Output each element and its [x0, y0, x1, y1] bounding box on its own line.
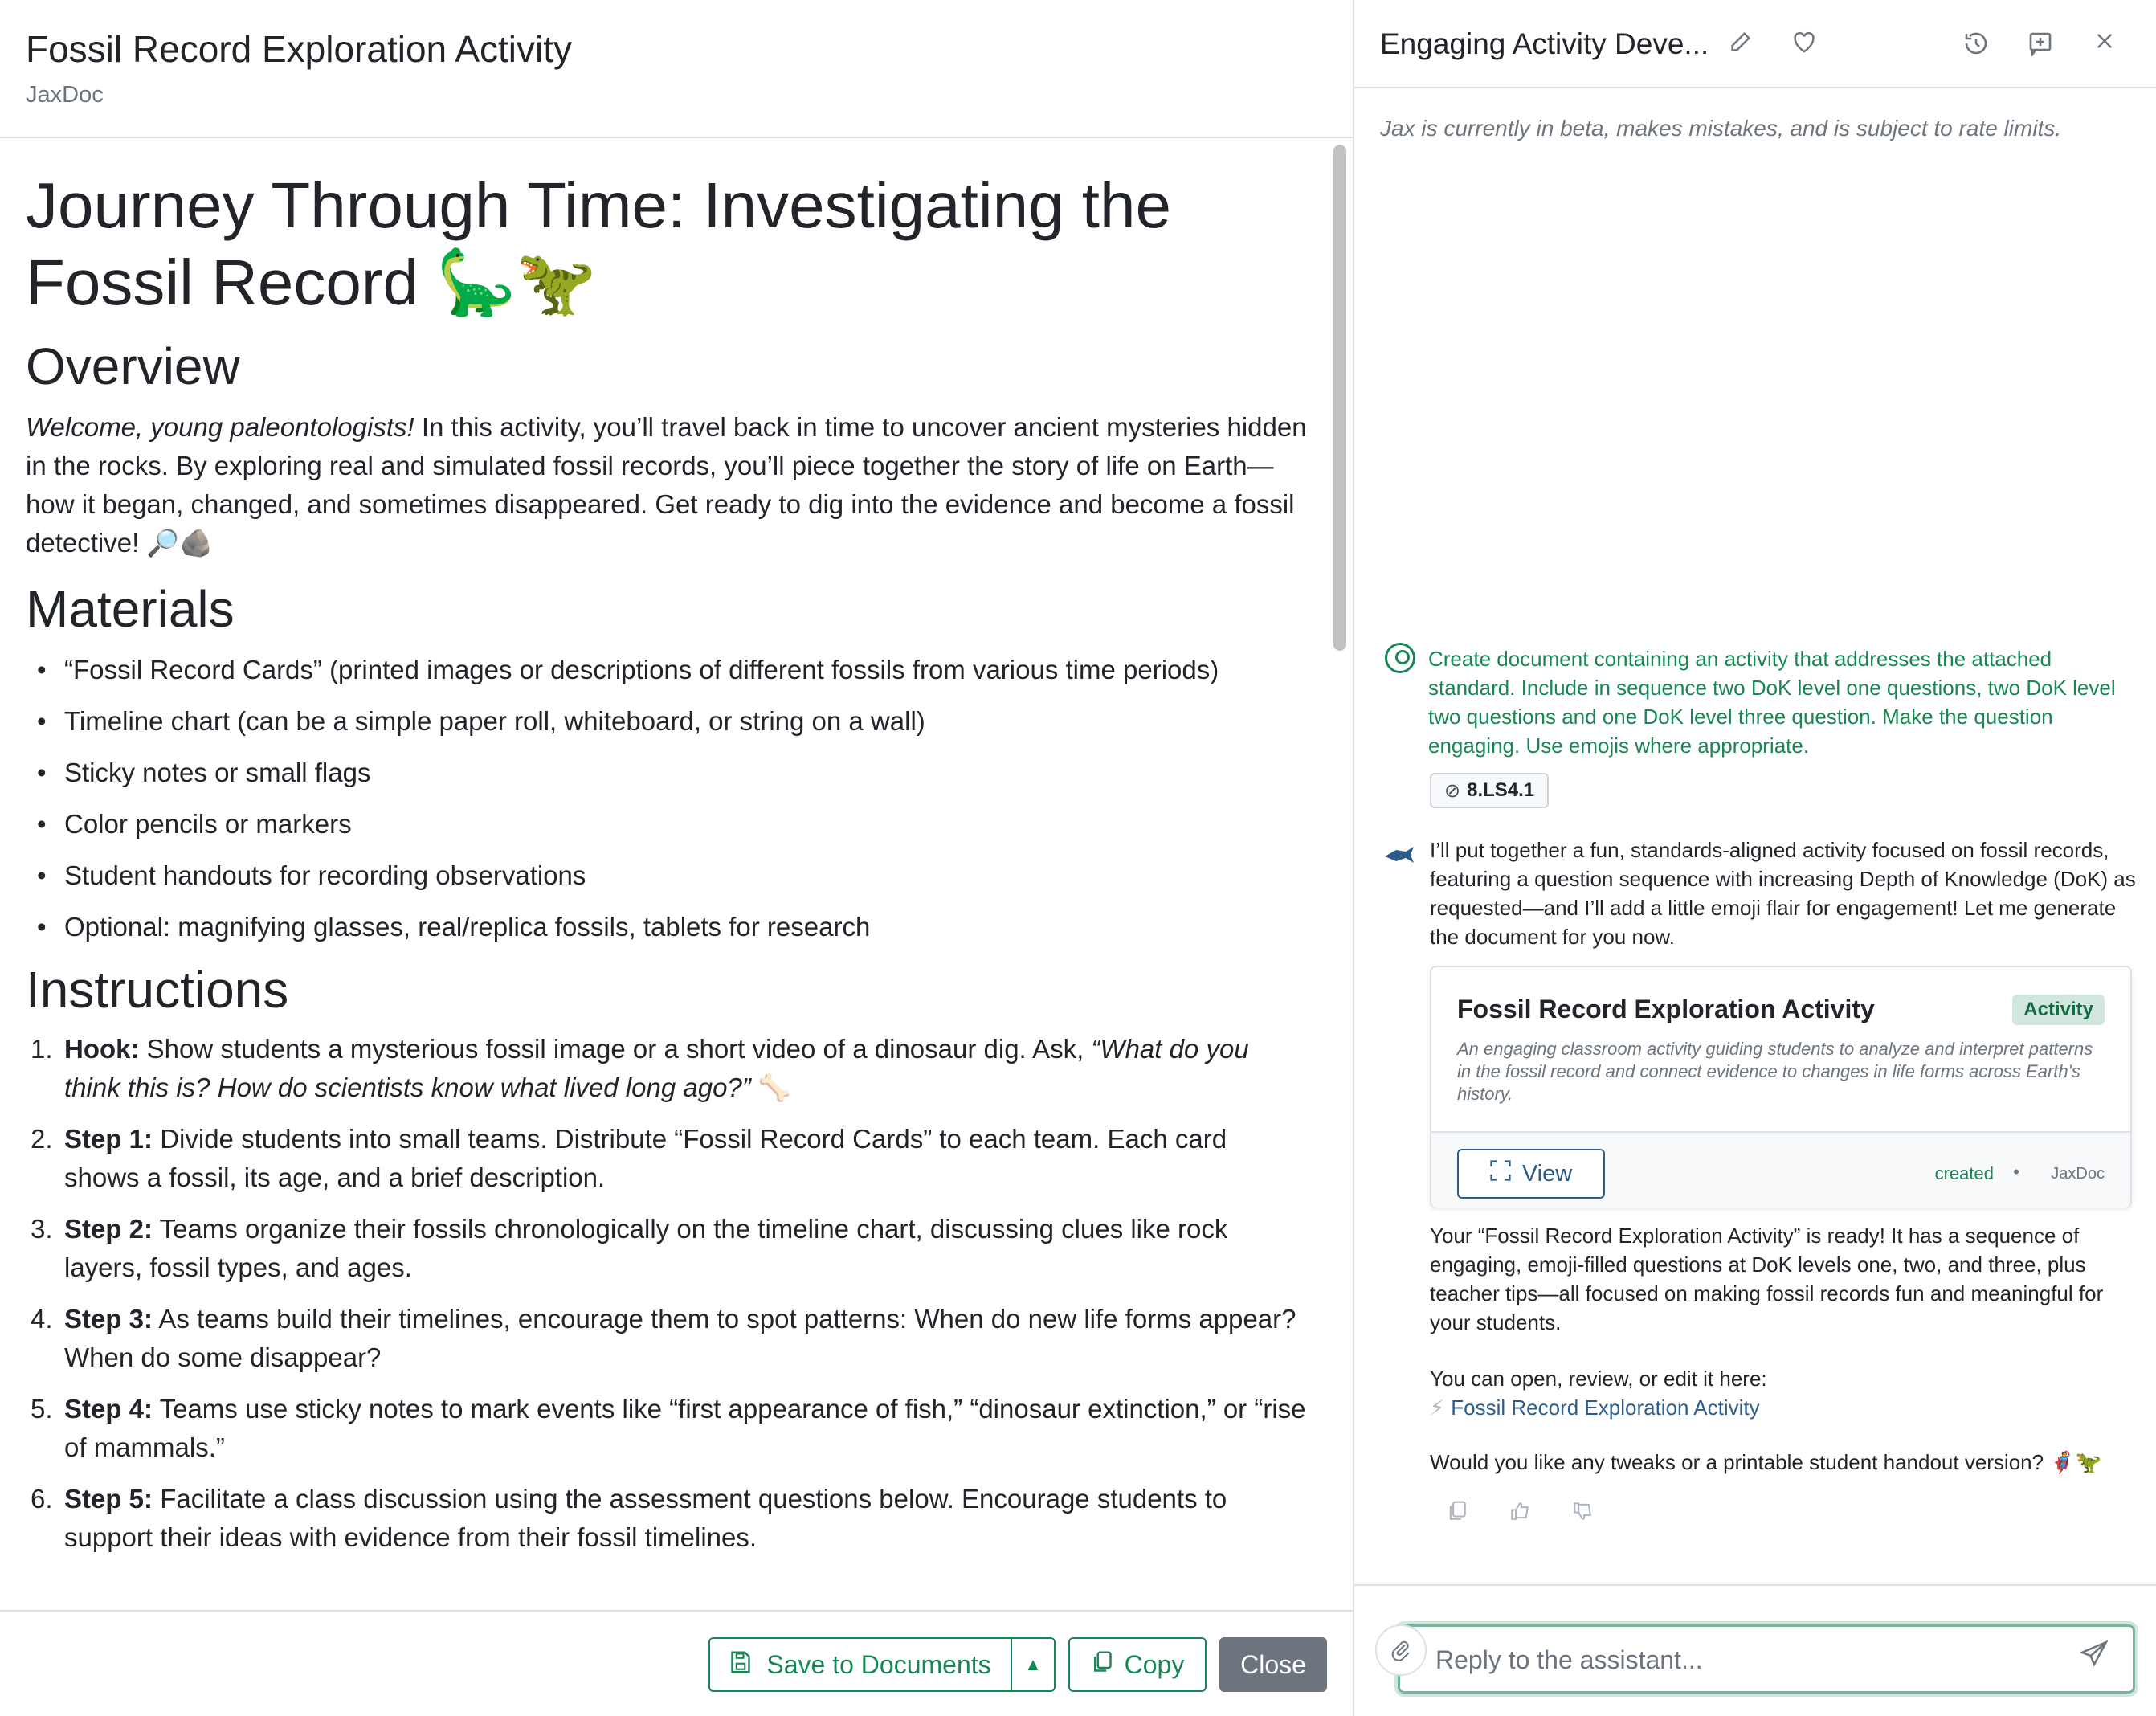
instruction-item	[26, 1120, 1307, 1197]
instruction-number: 3.	[31, 1214, 53, 1244]
document-header	[0, 0, 1353, 138]
list-item: • Sticky notes or small flags	[26, 754, 1307, 792]
document-title: Fossil Record Exploration Activity	[26, 28, 573, 70]
assistant-pane	[1353, 0, 2156, 1716]
instruction-text: Teams organize their fossils chronologically on the timeline chart, discussing clues like rock layers, fossil types, and ages.	[64, 1214, 1228, 1282]
instruction-number: 1.	[31, 1034, 53, 1064]
list-item: • Optional: magnifying glasses, real/replica fossils, tablets for research	[26, 908, 1307, 946]
caret-up-icon: ▲	[1024, 1654, 1042, 1674]
instruction-label: Step 5:	[64, 1484, 153, 1514]
card-title: Fossil Record Exploration Activity	[1457, 995, 1875, 1023]
copy-icon[interactable]	[1444, 1501, 1470, 1526]
instruction-label: Step 4:	[64, 1394, 153, 1424]
list-item: • Student handouts for recording observations	[26, 856, 1307, 895]
instruction-quote: “What do you think this is? How do scientists know what lived long ago?”	[64, 1034, 1249, 1102]
send-icon[interactable]	[2075, 1640, 2113, 1678]
save-label: Save to Documents	[766, 1649, 991, 1679]
jax-bot-icon	[1383, 842, 1415, 876]
reply-box[interactable]	[1398, 1624, 2135, 1694]
magic-wand-icon: ⚡	[1430, 1395, 1445, 1420]
user-message: Create document containing an activity that addresses the attached standard. Include in sequence two DoK level one questions, two DoK level two questions and one DoK level three question. Make the question engaging. Use emojis where appropriate.	[1428, 647, 2116, 758]
instruction-text: Divide students into small teams. Distribute “Fossil Record Cards” to each team. Each card shows a fossil, its age, and a brief description.	[64, 1124, 1227, 1192]
card-type-badge: Activity	[2012, 995, 2105, 1025]
assistant-message: Would you like any tweaks or a printable student handout version? 🦸🦖	[1430, 1450, 2102, 1474]
copy-button[interactable]	[1068, 1637, 1207, 1692]
reply-input[interactable]	[1435, 1638, 2062, 1681]
materials-list	[26, 651, 1307, 946]
document-link[interactable]	[1430, 1393, 1760, 1422]
instruction-number: 6.	[31, 1484, 53, 1514]
instruction-text: Show students a mysterious fossil image or a short video of a dinosaur dig. Ask,	[139, 1034, 1092, 1064]
document-scrollbar-thumb[interactable]	[1333, 145, 1346, 651]
overview-paragraph	[26, 408, 1307, 562]
standard-icon: ⊘	[1444, 779, 1461, 802]
assistant-message: I’ll put together a fun, standards-aligned activity focused on fossil records, featuring a question sequence with increasing Depth of Knowledge (DoK) as requested—and I’ll add a little emoji flair for engagement! Let me generate the document for you now.	[1430, 838, 2136, 949]
expand-icon	[1490, 1160, 1511, 1187]
document-card	[1430, 966, 2132, 1208]
instruction-item	[26, 1480, 1307, 1557]
view-label: View	[1521, 1160, 1573, 1187]
instructions-heading: Instructions	[26, 961, 289, 1019]
instructions-list	[26, 1030, 1307, 1557]
instruction-number: 5.	[31, 1394, 53, 1424]
thumbs-down-icon[interactable]	[1570, 1501, 1595, 1526]
activity-heading: Journey Through Time: Investigating the Fossil Record 🦕🦖	[26, 170, 1172, 318]
save-to-documents-button[interactable]	[708, 1637, 1011, 1692]
instruction-number: 4.	[31, 1304, 53, 1334]
overview-heading: Overview	[26, 337, 240, 395]
assistant-message: You can open, review, or edit it here:	[1430, 1367, 1767, 1391]
user-icon	[1385, 643, 1415, 673]
save-options-dropdown[interactable]	[1011, 1637, 1056, 1692]
view-button[interactable]	[1457, 1149, 1605, 1199]
beta-notice: Jax is currently in beta, makes mistakes, and is subject to rate limits.	[1380, 116, 2062, 141]
document-subtitle: JaxDoc	[26, 82, 104, 108]
copy-icon	[1091, 1650, 1113, 1680]
chat-title: Engaging Activity Deve...	[1380, 27, 1709, 60]
heart-icon[interactable]	[1791, 31, 1817, 56]
instruction-text: Teams use sticky notes to mark events like “first appearance of fish,” “dinosaur extinction,” or “rise of mammals.”	[64, 1394, 1306, 1462]
overview-lead: Welcome, young paleontologists!	[26, 412, 414, 442]
close-button[interactable]: Close	[1219, 1637, 1327, 1692]
composer	[1354, 1584, 2156, 1716]
instruction-label: Hook:	[64, 1034, 140, 1064]
close-icon[interactable]	[2092, 31, 2117, 56]
standard-code: 8.LS4.1	[1467, 779, 1535, 801]
instruction-number: 2.	[31, 1124, 53, 1154]
history-icon[interactable]	[1963, 31, 1989, 56]
card-description: An engaging classroom activity guiding students to analyze and interpret patterns in the fossil record and connect evidence to changes in life forms across Earth's history.	[1457, 1039, 2093, 1104]
card-separator: •	[2013, 1162, 2019, 1182]
document-body[interactable]	[0, 140, 1353, 1610]
copy-label: Copy	[1124, 1649, 1185, 1679]
instruction-text: Facilitate a class discussion using the assessment questions below. Encourage students to support their ideas with evidence from their fossil timelines.	[64, 1484, 1227, 1552]
new-chat-icon[interactable]	[2027, 31, 2053, 56]
document-footer	[0, 1610, 1353, 1716]
list-item: • “Fossil Record Cards” (printed images or descriptions of different fossils from various time periods)	[26, 651, 1307, 689]
list-item: • Color pencils or markers	[26, 805, 1307, 844]
instruction-item	[26, 1210, 1307, 1287]
list-item: • Timeline chart (can be a simple paper roll, whiteboard, or string on a wall)	[26, 702, 1307, 741]
overview-text: In this activity, you’ll travel back in time to uncover ancient mysteries hidden in the rocks. By exploring real and simulated fossil records, you’ll piece together the story of life on Earth—how it began, changed, and sometimes disappeared. Get ready to dig into the evidence and become a fossil detective! 🔎🪨	[26, 412, 1307, 558]
card-status: created	[1934, 1163, 1994, 1183]
paperclip-icon[interactable]	[1375, 1624, 1427, 1676]
document-content	[26, 167, 1307, 1570]
instruction-item	[26, 1030, 1307, 1107]
instruction-label: Step 2:	[64, 1214, 153, 1244]
instruction-label: Step 3:	[64, 1304, 153, 1334]
instruction-item	[26, 1390, 1307, 1467]
card-source: JaxDoc	[2051, 1165, 2105, 1183]
document-link-label: Fossil Record Exploration Activity	[1451, 1395, 1760, 1420]
standard-attachment-badge[interactable]	[1430, 773, 1549, 808]
card-footer	[1431, 1131, 2130, 1208]
instruction-text: As teams build their timelines, encourage them to spot patterns: When do new life forms appear? When do some disappear?	[64, 1304, 1296, 1372]
chat-header	[1354, 0, 2156, 88]
assistant-message: Your “Fossil Record Exploration Activity” is ready! It has a sequence of engaging, emoji-filled questions at DoK levels one, two, and three, plus teacher tips—all focused on making fossil records fun and meaningful for your students.	[1430, 1224, 2104, 1334]
edit-icon[interactable]	[1727, 31, 1753, 56]
instruction-label: Step 1:	[64, 1124, 153, 1154]
instruction-item	[26, 1300, 1307, 1377]
thumbs-up-icon[interactable]	[1507, 1501, 1533, 1526]
save-icon	[729, 1650, 752, 1680]
instruction-tail: 🦴	[750, 1072, 792, 1102]
materials-heading: Materials	[26, 580, 235, 638]
